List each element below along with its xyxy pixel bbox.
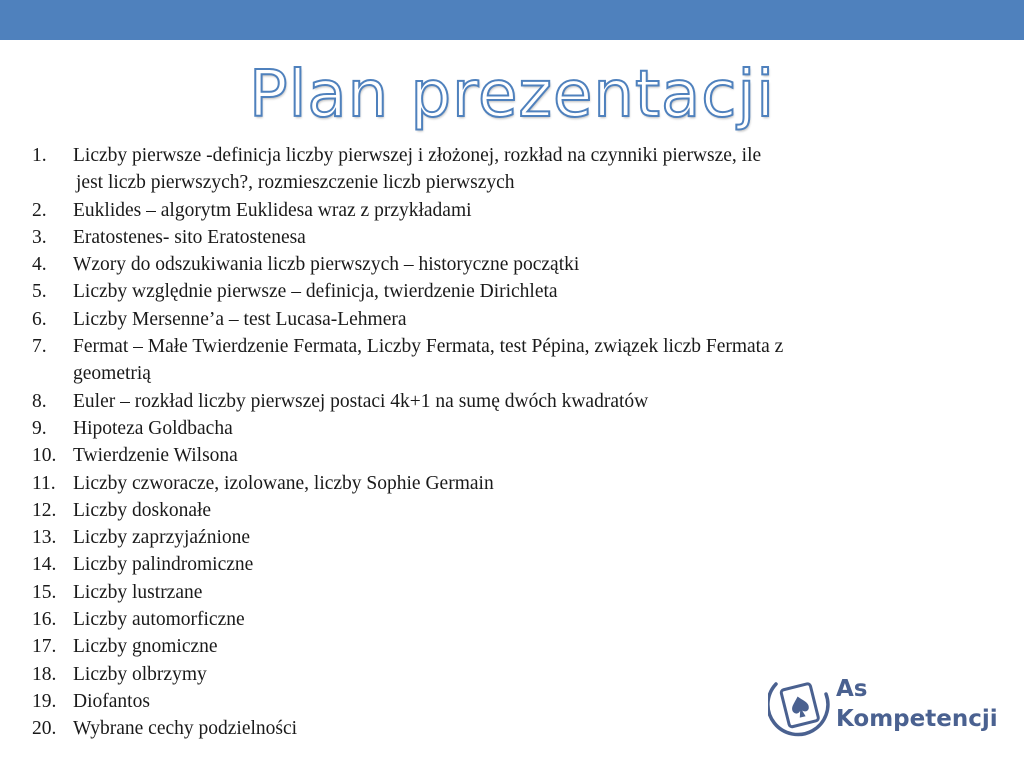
item-text-continuation: geometrią	[73, 363, 151, 385]
item-text: Liczby Mersenne’a – test Lucasa-Lehmera	[73, 308, 407, 330]
item-number: 15.	[32, 581, 57, 603]
item-number: 12.	[32, 499, 57, 521]
list-item	[32, 142, 972, 197]
item-number: 6.	[32, 308, 47, 330]
item-text: Euler – rozkład liczby pierwszej postaci 4k+1 na sumę dwóch kwadratów	[73, 390, 649, 412]
item-text: Liczby względnie pierwsze – definicja, twierdzenie Dirichleta	[73, 281, 558, 303]
item-text: Liczby gnomiczne	[73, 636, 218, 658]
item-number: 5.	[32, 281, 47, 303]
item-text: Hipoteza Goldbacha	[73, 417, 233, 439]
item-number: 4.	[32, 254, 47, 276]
item-text: Liczby automorficzne	[73, 609, 245, 631]
agenda-list	[32, 142, 972, 743]
item-number: 3.	[32, 226, 47, 248]
as-kompetencji-logo	[768, 672, 998, 744]
list-item	[32, 224, 972, 251]
item-number: 17.	[32, 636, 57, 658]
list-item	[32, 388, 972, 415]
item-text: Liczby doskonałe	[73, 499, 212, 521]
list-item	[32, 306, 972, 333]
list-item	[32, 278, 972, 305]
item-text: Liczby czworacze, izolowane, liczby Sophie Germain	[73, 472, 494, 494]
item-number: 8.	[32, 390, 47, 412]
item-text: Liczby lustrzane	[73, 581, 203, 603]
item-text: Liczby palindromiczne	[73, 554, 254, 576]
item-text: Fermat – Małe Twierdzenie Fermata, Liczby Fermata, test Pépina, związek liczb Fermata z	[73, 336, 784, 358]
item-number: 11.	[32, 472, 56, 494]
item-text: Diofantos	[73, 690, 150, 712]
item-number: 16.	[32, 609, 57, 631]
list-item	[32, 197, 972, 224]
item-number: 20.	[32, 718, 57, 740]
list-item	[32, 551, 972, 578]
list-item	[32, 442, 972, 469]
list-item	[32, 633, 972, 660]
spade-card-icon	[768, 672, 832, 744]
item-number: 2.	[32, 199, 47, 221]
item-number: 10.	[32, 445, 57, 467]
item-number: 13.	[32, 527, 57, 549]
item-number: 7.	[32, 336, 47, 358]
item-text: Wybrane cechy podzielności	[73, 718, 298, 740]
item-text: Liczby zaprzyjaźnione	[73, 527, 251, 549]
logo-wordmark	[836, 674, 998, 734]
list-item	[32, 251, 972, 278]
item-text: Euklides – algorytm Euklidesa wraz z przykładami	[73, 199, 472, 221]
item-number: 14.	[32, 554, 57, 576]
item-text: Wzory do odszukiwania liczb pierwszych – historyczne początki	[73, 254, 580, 276]
top-accent-bar	[0, 0, 1024, 40]
slide-title: Plan prezentacji	[249, 58, 775, 132]
item-text-continuation: jest liczb pierwszych?, rozmieszczenie liczb pierwszych	[76, 172, 515, 194]
logo-line-2: Kompetencji	[836, 706, 998, 732]
list-item	[32, 415, 972, 442]
item-text: Twierdzenie Wilsona	[73, 445, 238, 467]
item-text: Eratostenes- sito Eratostenesa	[73, 226, 306, 248]
list-item	[32, 470, 972, 497]
item-number: 18.	[32, 663, 57, 685]
list-item	[32, 579, 972, 606]
item-text: Liczby pierwsze -definicja liczby pierwszej i złożonej, rozkład na czynniki pierwsze, ile	[73, 145, 762, 166]
logo-line-1: As	[836, 676, 868, 702]
list-item	[32, 524, 972, 551]
item-text: Liczby olbrzymy	[73, 663, 207, 685]
item-number: 19.	[32, 690, 57, 712]
list-item	[32, 333, 972, 388]
item-number: 1.	[32, 145, 47, 166]
list-item	[32, 497, 972, 524]
item-number: 9.	[32, 417, 47, 439]
list-item	[32, 606, 972, 633]
